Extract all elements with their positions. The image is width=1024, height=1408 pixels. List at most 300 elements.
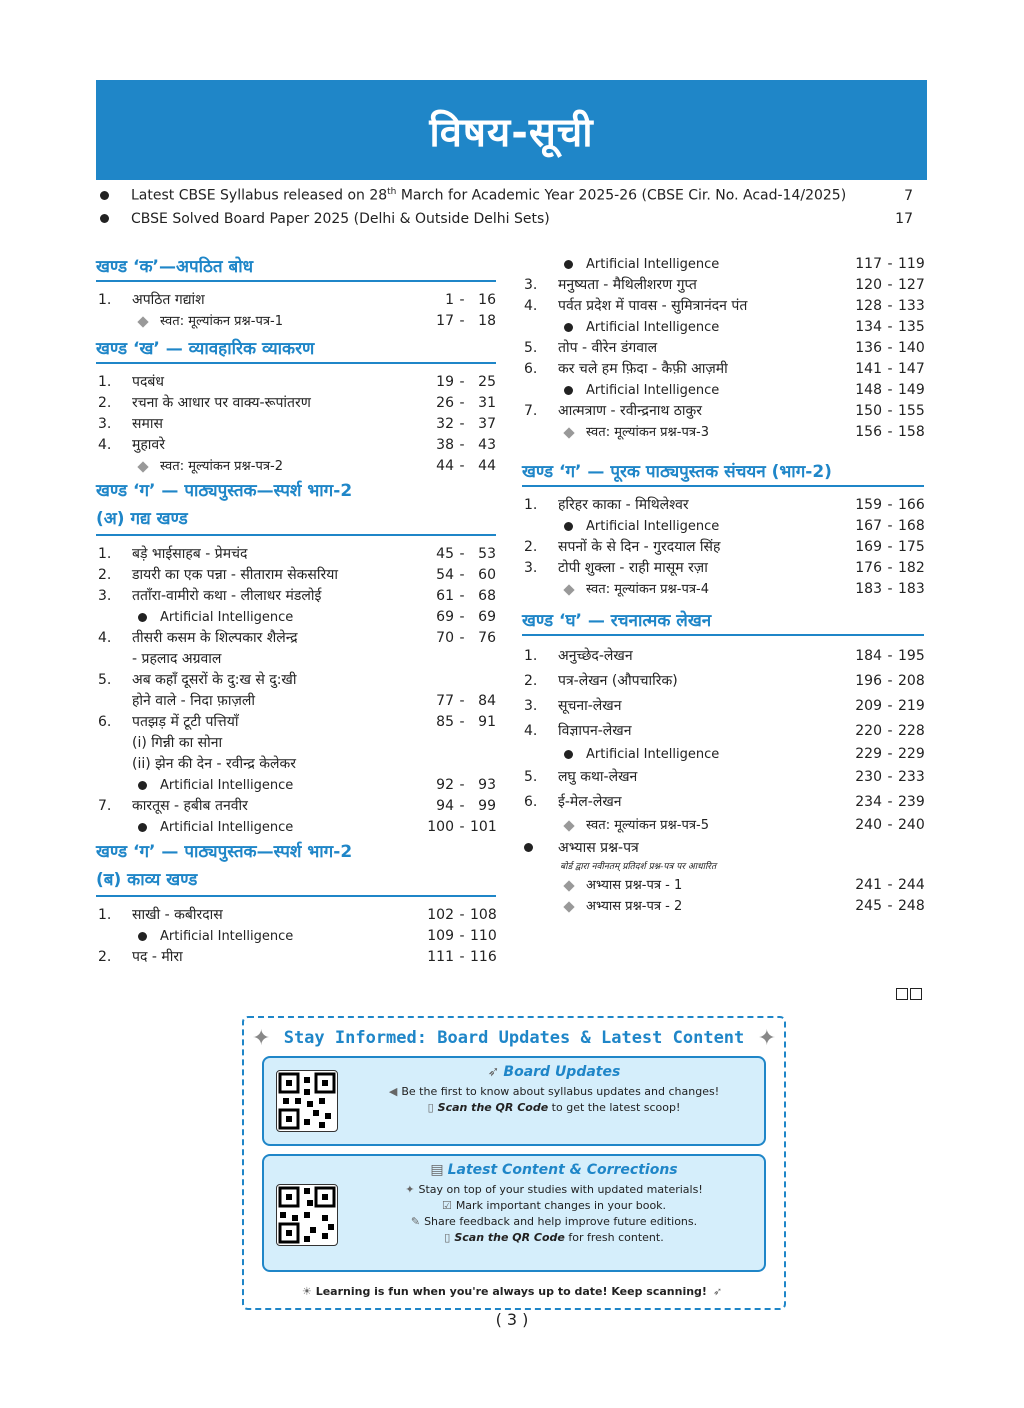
toc-item[interactable] <box>96 544 496 565</box>
page-range-dash: - <box>459 907 465 923</box>
rocket-icon: ➶ <box>487 1064 500 1080</box>
page-start: 70 <box>436 630 454 646</box>
toc-title-line: तीसरी कसम के शिल्पकार शैलेन्द्र <box>132 630 298 646</box>
toc-number: 3. <box>524 560 538 576</box>
toc-pages <box>420 435 496 456</box>
page-range-dash: - <box>459 313 465 329</box>
intro-item-board-paper[interactable] <box>96 207 927 230</box>
toc-pages <box>848 338 924 359</box>
page-range-dash: - <box>887 746 893 762</box>
toc-title-line: तोप - वीरेन डंगवाल <box>558 340 658 356</box>
toc-title <box>558 495 848 516</box>
page-range-dash: - <box>459 693 465 709</box>
page-range-dash: - <box>887 319 893 335</box>
toc-pages <box>848 719 924 744</box>
page-range-dash: - <box>459 437 465 453</box>
toc-number: 2. <box>98 949 112 965</box>
intro-list <box>96 184 927 230</box>
toc-title <box>558 644 848 669</box>
toc-item[interactable] <box>522 401 924 422</box>
toc-subitem[interactable] <box>522 516 924 537</box>
toc-number: 2. <box>524 673 538 689</box>
page-start: 17 <box>436 313 454 329</box>
page-end: 140 <box>898 340 925 356</box>
toc-number: 4. <box>98 437 112 453</box>
page-range-dash: - <box>459 609 465 625</box>
page-range-dash: - <box>887 497 893 513</box>
toc-subitem[interactable] <box>522 254 924 275</box>
toc-number: 3. <box>524 698 538 714</box>
toc-title <box>586 875 848 896</box>
page-start: 26 <box>436 395 454 411</box>
page-end: 155 <box>898 403 925 419</box>
toc-title-line: साखी - कबीरदास <box>132 907 223 923</box>
page-start: 176 <box>855 560 882 576</box>
toc-title <box>132 670 420 712</box>
page-end: 133 <box>898 298 925 314</box>
toc-number: 5. <box>524 340 538 356</box>
bullet-dot <box>564 323 573 332</box>
toc-pages <box>420 691 496 712</box>
right-column <box>522 254 924 917</box>
page-range-dash: - <box>459 395 465 411</box>
page-start: 148 <box>855 382 882 398</box>
toc-title-line: स्वत: मूल्यांकन प्रश्न-पत्र-3 <box>586 425 709 440</box>
page-start: 220 <box>855 723 882 739</box>
square-icon <box>910 988 922 1000</box>
page-start: 196 <box>855 673 882 689</box>
page-start: 109 <box>427 928 454 944</box>
toc-title-line: कर चले हम फ़िदा - कैफ़ी आज़मी <box>558 361 728 377</box>
page-end: 44 <box>478 458 496 474</box>
toc-title-line: पद - मीरा <box>132 949 183 965</box>
diamond-icon <box>564 579 586 600</box>
party-popper-icon: ✦ <box>757 1026 776 1051</box>
toc-pages <box>848 765 924 790</box>
toc-subitem[interactable] <box>522 815 924 836</box>
page-end: 108 <box>470 907 497 923</box>
toc-title <box>132 947 420 968</box>
toc-item[interactable] <box>96 372 496 393</box>
section-list <box>96 290 496 332</box>
toc-subitem[interactable] <box>522 875 924 896</box>
toc-pages <box>848 790 924 815</box>
page-end: 91 <box>478 714 496 730</box>
qr-code-icon[interactable] <box>276 1184 338 1246</box>
toc-title <box>558 359 848 380</box>
toc-subitem[interactable] <box>522 380 924 401</box>
page-end: 101 <box>470 819 497 835</box>
phone-icon: ▯ <box>444 1231 451 1244</box>
toc-title-line: Artificial Intelligence <box>586 747 720 762</box>
toc-title <box>132 796 420 817</box>
toc-item[interactable] <box>522 296 924 317</box>
toc-title <box>586 579 848 600</box>
toc-item[interactable] <box>96 670 496 712</box>
toc-pages <box>848 254 924 275</box>
bullet-icon <box>138 817 160 838</box>
toc-title-continuation: (i) गिन्नी का सोना <box>132 735 223 751</box>
toc-number: 4. <box>524 723 538 739</box>
toc-subitem[interactable] <box>522 579 924 600</box>
toc-title <box>558 765 848 790</box>
toc-title-continuation: (ii) झेन की देन - रवीन्द्र केलेकर <box>132 756 297 772</box>
page-end: 18 <box>478 313 496 329</box>
toc-item[interactable] <box>96 905 496 926</box>
toc-item[interactable] <box>96 712 496 775</box>
page-range-dash: - <box>887 898 893 914</box>
toc-number: 5. <box>98 672 112 688</box>
toc-title <box>586 815 848 836</box>
toc-title-line: Artificial Intelligence <box>586 519 720 534</box>
toc-title-line: मुहावरे <box>132 437 165 453</box>
toc-subitem[interactable] <box>522 744 924 765</box>
board-updates-line: to get the latest scoop! <box>548 1101 681 1114</box>
page-start: 92 <box>436 777 454 793</box>
toc-title <box>132 565 420 586</box>
toc-number: 3. <box>98 416 112 432</box>
toc-number: 1. <box>524 648 538 664</box>
section-list <box>522 254 924 443</box>
bullet-dot <box>138 613 147 622</box>
page-end: 168 <box>898 518 925 534</box>
toc-item[interactable] <box>522 644 924 669</box>
toc-title <box>160 926 420 947</box>
page-start: 141 <box>855 361 882 377</box>
page-range-dash: - <box>887 382 893 398</box>
page-start: 19 <box>436 374 454 390</box>
toc-title <box>586 254 848 275</box>
page-end: 175 <box>898 539 925 555</box>
page-end: 93 <box>478 777 496 793</box>
toc-pages <box>848 579 924 600</box>
toc-title <box>132 628 420 670</box>
toc-pages <box>848 516 924 537</box>
toc-title-line: स्वत: मूल्यांकन प्रश्न-पत्र-2 <box>160 459 283 474</box>
pencil-icon: ✎ <box>410 1215 421 1228</box>
toc-title-line: डायरी का एक पन्ना - सीताराम सेकसरिया <box>132 567 338 583</box>
toc-title <box>558 790 848 815</box>
qr-code-icon[interactable] <box>276 1070 338 1132</box>
party-popper-icon: ✦ <box>252 1026 271 1051</box>
diamond-shape <box>563 584 574 595</box>
bullet-icon <box>564 254 586 275</box>
page-start: 61 <box>436 588 454 604</box>
page-range-dash: - <box>887 403 893 419</box>
practice-note: बोर्ड द्वारा नवीनतम् प्रतिदर्श प्रश्न-पत्र पर आधारित <box>560 862 717 872</box>
toc-pages <box>848 296 924 317</box>
toc-pages <box>848 537 924 558</box>
toc-title <box>586 896 848 917</box>
bullet-icon <box>100 191 109 200</box>
toc-number: 1. <box>98 374 112 390</box>
page-start: 229 <box>855 746 882 762</box>
page-range-dash: - <box>887 648 893 664</box>
section-list <box>96 905 496 968</box>
toc-item[interactable] <box>96 414 496 435</box>
toc-title-line: अभ्यास प्रश्न-पत्र - 2 <box>586 899 683 914</box>
toc-title <box>160 311 420 332</box>
page-range-dash: - <box>459 567 465 583</box>
toc-item[interactable] <box>522 719 924 744</box>
toc-title-line: ई-मेल-लेखन <box>558 794 622 810</box>
toc-pages <box>420 947 496 968</box>
toc-title-line: टोपी शुक्ला - राही मासूम रज़ा <box>558 560 708 576</box>
section-heading <box>96 840 496 897</box>
page-start: 183 <box>855 581 882 597</box>
toc-pages <box>848 875 924 896</box>
diamond-shape <box>563 427 574 438</box>
page-end: 182 <box>898 560 925 576</box>
page-start: 117 <box>855 256 882 272</box>
bullet-dot <box>138 823 147 832</box>
toc-item[interactable] <box>522 338 924 359</box>
toc-item[interactable] <box>522 694 924 719</box>
toc-title <box>160 607 420 628</box>
toc-title-line: मनुष्यता - मैथिलीशरण गुप्त <box>558 277 697 293</box>
toc-item[interactable] <box>96 565 496 586</box>
toc-title-line: Artificial Intelligence <box>160 610 294 625</box>
page-range-dash: - <box>887 673 893 689</box>
toc-pages <box>848 275 924 296</box>
toc-item[interactable] <box>96 290 496 311</box>
page-start: 234 <box>855 794 882 810</box>
page-end: 76 <box>478 630 496 646</box>
toc-title <box>586 516 848 537</box>
page-end: 183 <box>898 581 925 597</box>
toc-item[interactable] <box>96 628 496 670</box>
bullet-icon <box>564 516 586 537</box>
page-range-dash: - <box>459 777 465 793</box>
toc-title-continuation: होने वाले - निदा फ़ाज़ली <box>132 693 255 709</box>
toc-title <box>586 380 848 401</box>
toc-number: 3. <box>524 277 538 293</box>
toc-item[interactable] <box>522 495 924 516</box>
toc-subitem[interactable] <box>96 817 496 838</box>
board-updates-card <box>262 1056 766 1146</box>
bullet-icon <box>524 843 533 852</box>
diamond-icon <box>564 875 586 896</box>
diamond-shape <box>563 880 574 891</box>
toc-pages <box>420 712 496 733</box>
toc-pages <box>848 694 924 719</box>
page-start: 169 <box>855 539 882 555</box>
page-end: 16 <box>478 292 496 308</box>
toc-item[interactable] <box>522 790 924 815</box>
toc-pages <box>420 817 496 838</box>
toc-subitem[interactable] <box>96 775 496 796</box>
toc-pages <box>420 456 496 477</box>
page-end: 43 <box>478 437 496 453</box>
page-range-dash: - <box>887 424 893 440</box>
page-start: 241 <box>855 877 882 893</box>
page-start: 38 <box>436 437 454 453</box>
contents-header <box>96 80 927 180</box>
toc-title-line: हरिहर काका - मिथिलेश्वर <box>558 497 689 513</box>
toc-pages <box>848 359 924 380</box>
page-end: 135 <box>898 319 925 335</box>
toc-item[interactable] <box>96 947 496 968</box>
page-start: 111 <box>427 949 454 965</box>
toc-title-line: रचना के आधार पर वाक्य-रूपांतरण <box>132 395 311 411</box>
page-range-dash: - <box>459 546 465 562</box>
page-end: 195 <box>898 648 925 664</box>
toc-title-line: स्वत: मूल्यांकन प्रश्न-पत्र-4 <box>586 582 709 597</box>
updates-title: Stay Informed: Board Updates & Latest Content <box>283 1028 745 1048</box>
toc-pages <box>848 669 924 694</box>
page-end: 219 <box>898 698 925 714</box>
bullet-icon <box>564 744 586 765</box>
toc-title <box>558 669 848 694</box>
page-start: 245 <box>855 898 882 914</box>
page-start: 150 <box>855 403 882 419</box>
bullet-icon <box>138 775 160 796</box>
rocket-icon: ➶ <box>712 1285 723 1298</box>
megaphone-icon: ◀ <box>388 1085 398 1098</box>
section-heading-line: खण्ड ‘ग’ — पाठ्यपुस्तक—स्पर्श भाग-2 <box>96 842 353 862</box>
page-start: 102 <box>427 907 454 923</box>
board-updates-line: Be the first to know about syllabus updates and changes! <box>401 1085 720 1098</box>
toc-item[interactable] <box>96 435 496 456</box>
toc-title-line: Artificial Intelligence <box>160 929 294 944</box>
page-range-dash: - <box>459 588 465 604</box>
toc-title <box>558 296 848 317</box>
bullet-icon <box>138 607 160 628</box>
sparkle-icon: ✦ <box>405 1183 415 1196</box>
toc-pages <box>420 544 496 565</box>
page-end: 229 <box>898 746 925 762</box>
page-start: 136 <box>855 340 882 356</box>
toc-subitem[interactable] <box>522 896 924 917</box>
toc-pages <box>420 775 496 796</box>
toc-title <box>160 775 420 796</box>
page-range-dash: - <box>887 518 893 534</box>
section-heading: खण्ड ‘घ’ — रचनात्मक लेखन <box>522 608 924 636</box>
section-heading-line: खण्ड ‘ग’ — पाठ्यपुस्तक—स्पर्श भाग-2 <box>96 481 353 501</box>
toc-item[interactable] <box>522 275 924 296</box>
toc-title <box>558 537 848 558</box>
toc-pages <box>420 926 496 947</box>
toc-item[interactable] <box>522 558 924 579</box>
end-mark <box>896 988 922 1000</box>
toc-title-line: पर्वत प्रदेश में पावस - सुमित्रानंदन पंत <box>558 298 748 314</box>
toc-pages <box>848 380 924 401</box>
page-end: 25 <box>478 374 496 390</box>
page-end: 240 <box>898 817 925 833</box>
diamond-shape <box>137 461 148 472</box>
toc-subitem[interactable] <box>96 456 496 477</box>
toc-pages <box>848 644 924 669</box>
page-range-dash: - <box>887 794 893 810</box>
scan-qr-text: Scan the QR Code <box>437 1101 549 1114</box>
bullet-icon <box>100 214 109 223</box>
toc-item[interactable] <box>96 393 496 414</box>
page-start: 209 <box>855 698 882 714</box>
toc-item[interactable] <box>96 796 496 817</box>
practice-heading-row[interactable] <box>522 838 924 859</box>
toc-pages <box>848 896 924 917</box>
page-end: 53 <box>478 546 496 562</box>
toc-subitem[interactable] <box>522 317 924 338</box>
toc-number: 2. <box>524 539 538 555</box>
page-range-dash: - <box>459 928 465 944</box>
toc-number: 1. <box>98 292 112 308</box>
page-range-dash: - <box>887 539 893 555</box>
toc-title-line: कारतूस - हबीब तनवीर <box>132 798 248 814</box>
page-title: विषय-सूची <box>429 109 594 156</box>
section-heading: खण्ड ‘क’—अपठित बोध <box>96 254 496 282</box>
toc-pages <box>420 290 496 311</box>
page-end: 166 <box>898 497 925 513</box>
toc-number: 2. <box>98 567 112 583</box>
page-range-dash: - <box>459 949 465 965</box>
intro-item-syllabus[interactable] <box>96 184 927 207</box>
page-end: 244 <box>898 877 925 893</box>
toc-subitem[interactable] <box>96 311 496 332</box>
toc-item[interactable] <box>522 669 924 694</box>
toc-title <box>132 435 420 456</box>
toc-title-line: तताँरा-वामीरो कथा - लीलाधर मंडलोई <box>132 588 322 604</box>
toc-title <box>586 317 848 338</box>
section-subheading: (ब) काव्य खण्ड <box>96 870 198 890</box>
page-range-dash: - <box>887 256 893 272</box>
diamond-shape <box>563 901 574 912</box>
page-range-dash: - <box>887 723 893 739</box>
updates-box <box>242 1016 786 1310</box>
bullet-dot <box>138 932 147 941</box>
toc-item[interactable] <box>96 586 496 607</box>
page-start: 240 <box>855 817 882 833</box>
toc-item[interactable] <box>522 359 924 380</box>
page-range-dash: - <box>887 340 893 356</box>
diamond-icon <box>138 456 160 477</box>
page-end: 158 <box>898 424 925 440</box>
toc-subitem[interactable] <box>522 422 924 443</box>
section-list <box>522 875 924 917</box>
bullet-dot <box>564 750 573 759</box>
page-range-dash: - <box>887 769 893 785</box>
page-end: 110 <box>470 928 497 944</box>
page-start: 100 <box>427 819 454 835</box>
page-start: 156 <box>855 424 882 440</box>
latest-content-title: Latest Content & Corrections <box>447 1162 678 1178</box>
bullet-icon <box>564 317 586 338</box>
bullet-icon <box>138 926 160 947</box>
page-start: 69 <box>436 609 454 625</box>
page-range-dash: - <box>887 817 893 833</box>
page-range-dash: - <box>887 560 893 576</box>
toc-title-line: पतझड़ में टूटी पत्तियाँ <box>132 714 239 730</box>
page-end: 228 <box>898 723 925 739</box>
page-start: 184 <box>855 648 882 664</box>
toc-item[interactable] <box>522 765 924 790</box>
page-start: 32 <box>436 416 454 432</box>
toc-subitem[interactable] <box>96 607 496 628</box>
toc-pages <box>848 401 924 422</box>
toc-subitem[interactable] <box>96 926 496 947</box>
intro-page: 17 <box>895 210 913 227</box>
latest-content-line: for fresh content. <box>564 1231 664 1244</box>
diamond-icon <box>564 422 586 443</box>
toc-title <box>586 744 848 765</box>
toc-number: 4. <box>524 298 538 314</box>
toc-item[interactable] <box>522 537 924 558</box>
toc-title <box>558 338 848 359</box>
toc-title-line: अभ्यास प्रश्न-पत्र - 1 <box>586 878 683 893</box>
toc-pages <box>420 586 496 607</box>
page-start: 134 <box>855 319 882 335</box>
diamond-icon <box>564 815 586 836</box>
